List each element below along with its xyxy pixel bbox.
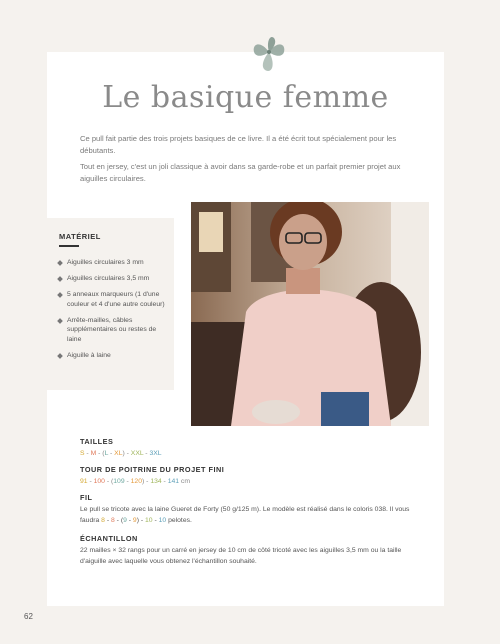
tour-values	[80, 478, 425, 485]
tailles-title: TAILLES	[80, 437, 114, 446]
tour-title: TOUR DE POITRINE DU PROJET FINI	[80, 465, 225, 474]
size-sep: ) -	[122, 450, 131, 457]
fil-sep: -	[104, 516, 111, 524]
materiel-item	[57, 351, 172, 361]
materiel-item-label: Aiguilles circulaires 3,5 mm	[67, 275, 150, 283]
tour-sep: -	[124, 478, 131, 485]
materiel-box	[47, 218, 174, 390]
fil-count: 10	[145, 516, 153, 524]
materiel-item	[57, 258, 172, 268]
intro-paragraph-1: Ce pull fait partie des trois projets basiques de ce livre. Il a été écrit tout spécialement pour les débutants.	[80, 134, 397, 155]
size-3xl: 3XL	[149, 450, 162, 457]
tour-value: 91	[80, 478, 88, 485]
tour-value: 109	[113, 478, 125, 485]
intro-paragraph-2: Tout en jersey, c'est un joli classique à avoir dans sa garde-robe et un parfait premier projet aux aiguilles circulaires.	[80, 162, 401, 183]
size-sep: -	[143, 450, 150, 457]
materiel-title: MATÉRIEL	[59, 232, 101, 241]
materiel-item	[57, 290, 172, 309]
fil-count: 10	[158, 516, 167, 524]
materiel-item-label: 5 anneaux marqueurs (1 d'une couleur et 4 d'une autre couleur)	[67, 291, 165, 308]
tour-unit: cm	[179, 478, 190, 485]
fil-sep: -	[126, 516, 133, 524]
size-m: M	[90, 450, 97, 457]
flower-ornament-icon	[246, 30, 292, 76]
materiel-item-label: Aiguille à laine	[67, 352, 111, 360]
diamond-bullet-icon	[57, 276, 63, 282]
tailles-values	[80, 450, 425, 457]
tour-value: 141	[167, 478, 180, 485]
fil-sep: ) -	[136, 516, 146, 524]
fil-text	[80, 505, 425, 526]
tour-value: 134	[150, 478, 162, 485]
tour-sep: -	[161, 478, 168, 485]
size-xl: XL	[114, 450, 123, 457]
size-sep: -	[108, 450, 115, 457]
diamond-bullet-icon	[57, 318, 63, 324]
materiel-item	[57, 274, 172, 284]
tour-sep: ) -	[142, 478, 151, 485]
tour-sep: -	[87, 478, 94, 485]
tour-value: 100	[93, 478, 105, 485]
materiel-item-label: Aiguilles circulaires 3 mm	[67, 259, 144, 266]
fil-text-a: Le pull se tricote avec la laine Gueret de Forty (50 g/125 m). Le modèle est réalisé dans le coloris 038. Il vous faudra	[80, 506, 410, 524]
fil-count: 9	[132, 516, 137, 524]
specs-section	[80, 437, 425, 575]
diamond-bullet-icon	[57, 292, 63, 298]
materiel-item	[57, 316, 172, 345]
diamond-bullet-icon	[57, 353, 63, 359]
size-s: S	[80, 450, 85, 457]
tour-value: 120	[130, 478, 142, 485]
fil-sep: - (	[114, 516, 124, 524]
echantillon-title: ÉCHANTILLON	[80, 534, 138, 543]
materiel-list	[57, 258, 172, 367]
fil-text-b: pelotes.	[166, 516, 192, 524]
materiel-rule	[59, 245, 79, 247]
fil-sep: -	[152, 516, 159, 524]
tour-sep: - (	[104, 478, 114, 485]
materiel-item-label: Arrête-mailles, câbles supplémentaires ou restes de laine	[67, 316, 157, 344]
size-sep: -	[84, 450, 91, 457]
size-xxl: XXL	[130, 450, 144, 457]
model-photo	[191, 202, 429, 426]
fil-count: 9	[123, 516, 127, 524]
echantillon-text: 22 mailles × 32 rangs pour un carré en jersey de 10 cm de côté tricoté avec les aiguilles 3,5 mm ou la taille d'aiguille avec laquelle vous obtenez l'échantillon souhaité.	[80, 547, 402, 565]
fil-title: FIL	[80, 493, 93, 502]
fil-count: 8	[111, 516, 115, 524]
diamond-bullet-icon	[57, 260, 63, 266]
page-title: Le basique femme	[102, 80, 389, 115]
size-l: L	[104, 450, 109, 457]
fil-count: 8	[101, 516, 105, 524]
page-number: 62	[24, 612, 33, 621]
size-sep: - (	[96, 450, 105, 457]
